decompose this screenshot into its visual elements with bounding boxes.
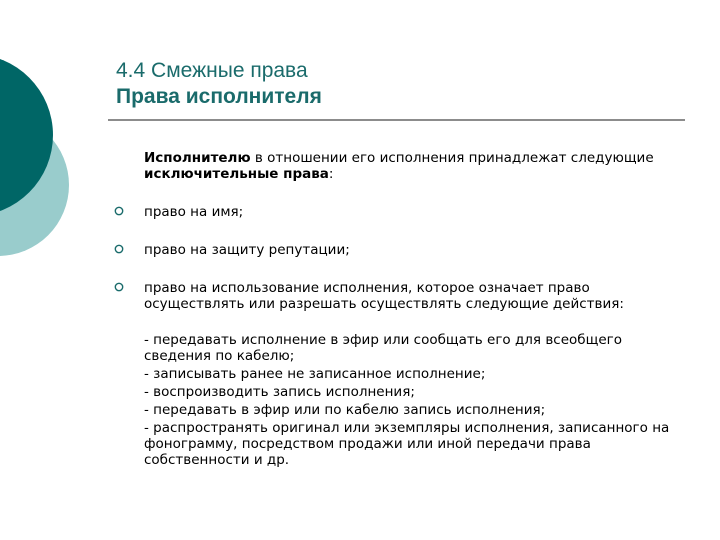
- ring-bullet-icon: [114, 282, 124, 292]
- slide-heading: Права исполнителя: [116, 85, 322, 108]
- action-item: - передавать в эфир или по кабелю запись исполнения;: [144, 402, 546, 418]
- intro-colon: :: [328, 166, 334, 182]
- ring-bullet-icon: [114, 244, 124, 254]
- bullet-item-name: [144, 204, 689, 220]
- intro-paragraph: [144, 150, 689, 182]
- bullet-text: право на использование исполнения, которое означает право осуществлять или разрешать осуществлять следующие действия:: [144, 280, 624, 312]
- intro-text: в отношении его исполнения принадлежат следующие: [250, 150, 654, 166]
- slide-title: [116, 58, 676, 110]
- bullet-text: право на защиту репутации;: [144, 242, 350, 258]
- action-item: - распространять оригинал или экземпляры исполнения, записанного на фонограмму, посредством продажи или иной передачи права собственности и др.: [144, 420, 670, 468]
- circles-graphic: [0, 0, 110, 300]
- bullet-item-use: [144, 280, 689, 312]
- bullet-text: право на имя;: [144, 204, 244, 220]
- action-item: - передавать исполнение в эфир или сообщать его для всеобщего сведения по кабелю;: [144, 332, 622, 364]
- slide-content: [144, 150, 689, 470]
- actions-list: [144, 332, 689, 468]
- decorative-circles: [0, 0, 110, 300]
- action-item: - записывать ранее не записанное исполнение;: [144, 366, 486, 382]
- bullet-item-reputation: [144, 242, 689, 258]
- intro-bold-performer: Исполнителю: [144, 150, 251, 166]
- section-title: 4.4 Смежные права: [116, 59, 308, 82]
- ring-bullet-icon: [114, 206, 124, 216]
- action-item: - воспроизводить запись исполнения;: [144, 384, 415, 400]
- title-divider: [108, 119, 685, 121]
- intro-bold-rights: исключительные права: [144, 166, 329, 182]
